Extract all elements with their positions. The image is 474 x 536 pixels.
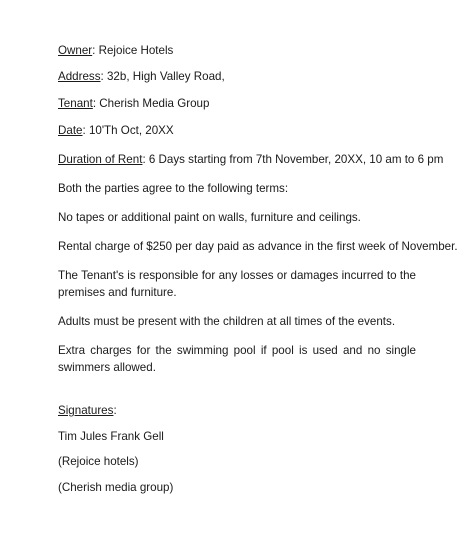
terms-intro: Both the parties agree to the following terms: bbox=[58, 182, 289, 195]
date-line bbox=[58, 124, 174, 138]
term-item: Adults must be present with the children at all times of the events. bbox=[58, 315, 396, 328]
owner-line bbox=[58, 44, 173, 58]
term-item: Extra charges for the swimming pool if pool is used and no single swimmers allowed. bbox=[58, 344, 416, 374]
address-value: : 32b, High Valley Road, bbox=[100, 70, 225, 83]
term-item: The Tenant's is responsible for any losses or damages incurred to the premises and furniture. bbox=[58, 269, 416, 299]
signatures-label: Signatures bbox=[58, 404, 114, 417]
address-line bbox=[58, 70, 225, 84]
date-value: : 10'Th Oct, 20XX bbox=[82, 124, 174, 137]
tenant-line bbox=[58, 97, 209, 111]
address-label: Address bbox=[58, 70, 101, 83]
party-two: (Cherish media group) bbox=[58, 481, 174, 494]
owner-value: : Rejoice Hotels bbox=[92, 44, 174, 57]
tenant-label: Tenant bbox=[58, 97, 93, 110]
signatures-colon: : bbox=[113, 404, 117, 417]
term-item: No tapes or additional paint on walls, furniture and ceilings. bbox=[58, 211, 361, 224]
party-one: (Rejoice hotels) bbox=[58, 455, 139, 468]
signatures-heading bbox=[58, 404, 117, 418]
tenant-value: : Cherish Media Group bbox=[92, 97, 210, 110]
signatory-name: Tim Jules Frank Gell bbox=[58, 430, 164, 443]
duration-line bbox=[58, 153, 443, 167]
duration-value: : 6 Days starting from 7th November, 20XX, 10 am to 6 pm bbox=[142, 153, 444, 166]
duration-label: Duration of Rent bbox=[58, 153, 143, 166]
owner-label: Owner bbox=[58, 44, 93, 57]
date-label: Date bbox=[58, 124, 83, 137]
term-item: Rental charge of $250 per day paid as advance in the first week of November. bbox=[58, 240, 458, 253]
